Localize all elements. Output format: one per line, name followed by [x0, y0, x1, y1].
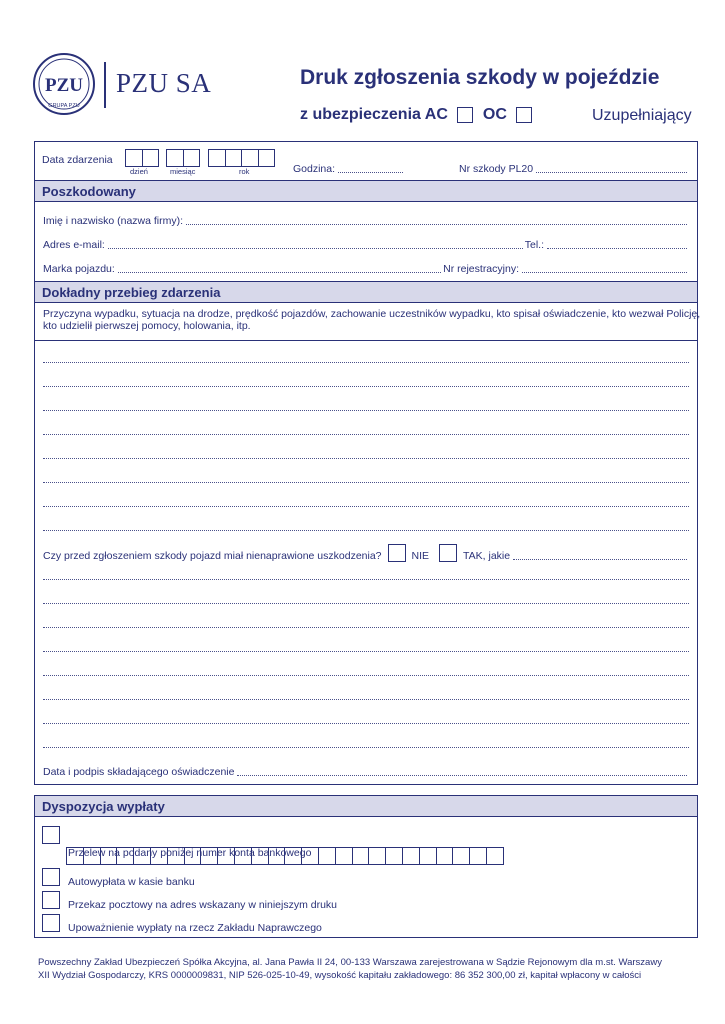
description-line[interactable] — [43, 747, 689, 748]
form-title: Druk zgłoszenia szkody w pojeździe — [300, 66, 660, 89]
logo-ring-text: GRUPA PZU — [48, 103, 80, 109]
workshop-checkbox[interactable] — [42, 914, 60, 932]
description-line[interactable] — [43, 579, 689, 580]
description-line[interactable] — [43, 458, 689, 459]
year-label: rok — [239, 167, 250, 176]
payout-option-postal[interactable]: Przekaz pocztowy na adres wskazany w niniejszym druku — [42, 891, 337, 909]
description-line[interactable] — [43, 699, 689, 700]
section-injured: Poszkodowany — [35, 180, 697, 202]
no-checkbox[interactable] — [388, 544, 406, 562]
oc-checkbox[interactable] — [516, 107, 532, 123]
email-phone-row: Adres e-mail: Tel.: — [43, 239, 689, 251]
vehicle-row: Marka pojazdu: Nr rejestracyjny: — [43, 263, 689, 275]
description-line[interactable] — [43, 603, 689, 604]
email-field[interactable] — [108, 248, 523, 249]
logo-divider — [104, 62, 106, 108]
description-line[interactable] — [43, 723, 689, 724]
payout-option-workshop[interactable]: Upoważnienie wypłaty na rzecz Zakładu Naprawczego — [42, 914, 322, 932]
description-line[interactable] — [43, 530, 689, 531]
supplementary-label: Uzupełniający — [592, 107, 692, 124]
yes-checkbox[interactable] — [439, 544, 457, 562]
year-boxes[interactable] — [208, 149, 274, 167]
time-field[interactable]: Godzina: — [293, 163, 405, 175]
insurance-type — [300, 106, 542, 124]
payout-option-autopay[interactable]: Autowypłata w kasie banku — [42, 868, 195, 886]
section-course: Dokładny przebieg zdarzenia — [35, 281, 697, 303]
description-line[interactable] — [43, 410, 689, 411]
section-payout: Dyspozycja wypłaty — [35, 795, 697, 817]
pzu-logo — [32, 52, 96, 116]
payout-option-transfer[interactable]: Przelew na podany poniżej numer konta bankowego — [42, 826, 311, 844]
oc-label: OC — [482, 106, 507, 123]
transfer-checkbox[interactable] — [42, 826, 60, 844]
registration-field[interactable] — [522, 272, 687, 273]
prior-damage-field[interactable] — [513, 559, 687, 560]
description-line[interactable] — [43, 362, 689, 363]
day-boxes[interactable] — [125, 149, 158, 167]
ac-label: z ubezpieczenia AC — [300, 106, 448, 123]
month-label: miesiąc — [170, 167, 196, 176]
month-boxes[interactable] — [166, 149, 199, 167]
description-line[interactable] — [43, 386, 689, 387]
date-label: Data zdarzenia — [42, 154, 113, 166]
company-name: PZU SA — [116, 68, 212, 98]
description-line[interactable] — [43, 434, 689, 435]
ac-checkbox[interactable] — [457, 107, 473, 123]
postal-checkbox[interactable] — [42, 891, 60, 909]
description-line[interactable] — [43, 482, 689, 483]
claim-number-field[interactable]: Nr szkody PL20 — [459, 163, 689, 175]
course-instructions: Przyczyna wypadku, sytuacja na drodze, prędkość pojazdów, zachowanie uczestników wypadku, kto spisał oświadczenie, kto wezwał Policję, kto udzielił pierwszej pomocy, holowania, itp. — [43, 308, 701, 332]
description-line[interactable] — [43, 651, 689, 652]
make-field[interactable] — [118, 272, 441, 273]
prior-damage-row: Czy przed zgłoszeniem szkody pojazd miał nienaprawione uszkodzenia? NIE TAK, jakie — [43, 544, 689, 562]
logo-monogram: PZU — [45, 75, 83, 96]
description-line[interactable] — [43, 675, 689, 676]
description-line[interactable] — [43, 627, 689, 628]
bank-account-boxes[interactable] — [66, 847, 503, 865]
phone-field[interactable] — [547, 248, 687, 249]
legal-footer: Powszechny Zakład Ubezpieczeń Spółka Akcyjna, al. Jana Pawła II 24, 00-133 Warszawa zarejestrowana w Sądzie Rejonowym dla m.st. Warszawy XII Wydział Gospodarczy, KRS 0000009831, NIP 526-025-10-49, wysokość kapitału zakładowego: 86 352 300,00 zł, kapitał wpłacony w całości — [38, 957, 662, 981]
autopay-checkbox[interactable] — [42, 868, 60, 886]
main-form-frame — [34, 141, 701, 785]
description-line[interactable] — [43, 506, 689, 507]
signature-field[interactable]: Data i podpis składającego oświadczenie — [43, 766, 689, 778]
name-field[interactable]: Imię i nazwisko (nazwa firmy): — [43, 215, 689, 227]
instructions-divider — [35, 340, 697, 341]
day-label: dzień — [130, 167, 148, 176]
